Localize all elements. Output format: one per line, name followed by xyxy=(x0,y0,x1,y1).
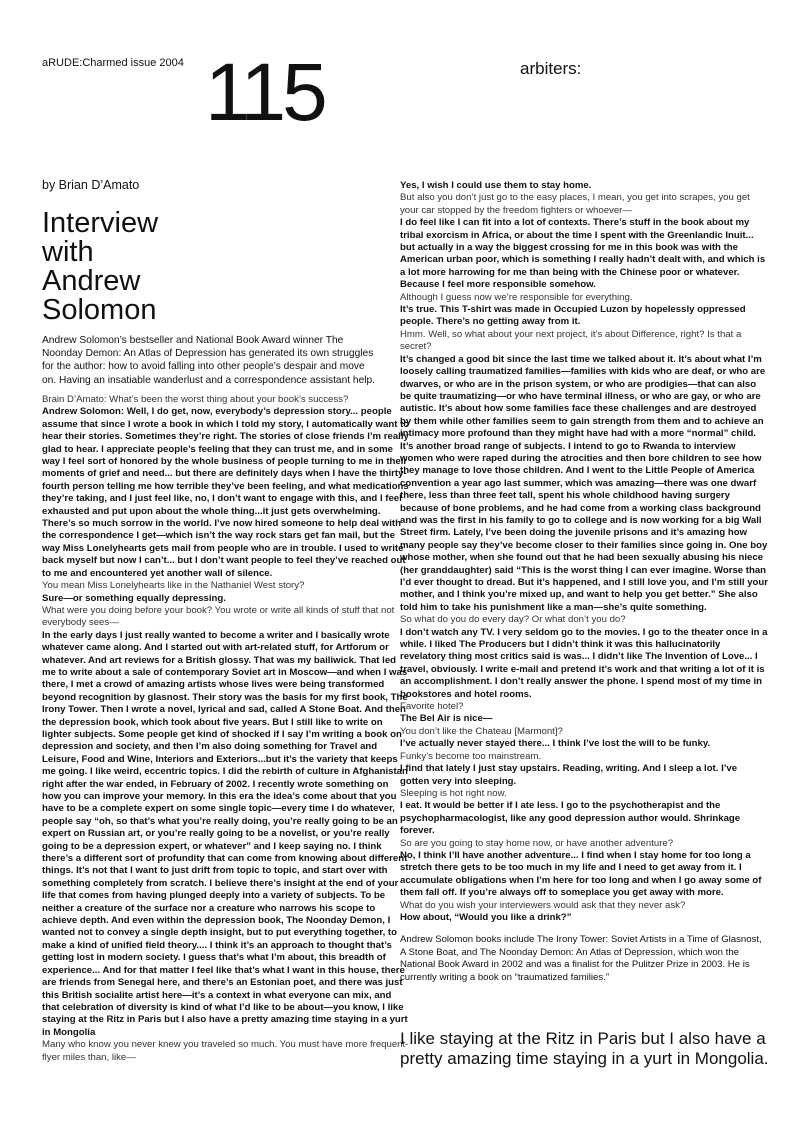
right-column-dialogue xyxy=(400,180,768,924)
question-paragraph: Although I guess now we’re responsible for everything. xyxy=(400,291,633,303)
question-paragraph: You mean Miss Lonelyhearts like in the Nathaniel West story? xyxy=(42,580,305,592)
left-column xyxy=(42,394,410,1064)
question-paragraph: What were you doing before your book? You wrote or write all kinds of stuff that not everybody sees— xyxy=(42,604,395,629)
answer-paragraph: I find that lately I just stay upstairs. Reading, writing. And I sleep a lot. I’ve gotten very into sleeping. xyxy=(400,763,738,787)
question-paragraph: What do you wish your interviewers would ask that they never ask? xyxy=(400,899,686,911)
answer-paragraph: How about, “Would you like a drink?” xyxy=(400,911,572,923)
title-line: Solomon xyxy=(42,294,157,326)
question-paragraph: So are you going to stay home now, or have another adventure? xyxy=(400,837,674,849)
answer-paragraph: It’s changed a good bit since the last time we talked about it. It’s about what I’m loosely calling traumatized families—families with kids who are deaf, or who are dwarves, or who are in the prison system, or who are prodigies—that can also be quite traumatizing—or who have terminal illness, or who are gay, or who are autistic. It’s about how some families face these challenges and are destroyed by them while other families seem to gain strength from them and to achieve an intimacy more profound than they might have had with a more “normal” child. It’s another broad range of subjects. I intend to go to Rwanda to interview women who were raped during the atrocities and then bore children to see how they manage to love those children. And I went to the Little People of America convention a year ago last summer, which was amazing—there was one dwarf there, less than three feet tall, spent his whole childhood having surgery because of bone problems, and he had come from a working class background and was the first in his family to go to college and is now working for a big Wall Street firm. Lately, I’ve been doing the juvenile prisons and it’s amazing how many people say they’ve become closer to their families since going in. One boy whose mother, when she found out that he had been sexually abusing his niece (her granddaughter) said “This is the worst thing I can ever imagine. Worse than I’d ever thought to dread. But it’s happened, and I still love you, and I’m still your mother, and I think you’re mixed up, and want to help you get better.” She also told him to take his punishment like a man—she’s quite something. xyxy=(400,353,768,613)
question-paragraph: Many who know you never knew you traveled so much. You must have more frequent-flyer miles than, like— xyxy=(42,1039,409,1063)
question-paragraph: Brain D’Amato: What’s been the worst thing about your book’s success? xyxy=(42,394,349,405)
article-title xyxy=(42,209,362,325)
title-line: with xyxy=(42,236,94,268)
answer-paragraph: I don’t watch any TV. I very seldom go to the movies. I go to the theater once in a while. I liked The Producers but I didn’t think it was this hallucinatorily revelatory thing most critics said is was... I didn’t like The Invention of Love... I travel, obviously. I write e-mail and pretend it’s work and that writing a lot of it is an accomplishment. I don’t really answer the phone. I spend most of my time in bookstores and hotel rooms. xyxy=(400,626,768,700)
title-line: Interview xyxy=(42,207,159,239)
question-paragraph: So what do you do every day? Or what don’t you do? xyxy=(400,614,626,626)
right-column xyxy=(400,180,768,984)
question-paragraph: Hmm. Well, so what about your next project, it’s about Difference, right? Is that a secret? xyxy=(400,328,742,353)
answer-paragraph: Andrew Solomon: Well, I do get, now, everybody’s depression story... people assume that since I wrote a book in which I told my story, I automatically want to hear their stories. Sometimes they’re right. The stories of close friends I’m really glad to hear. I appreciate people’s feeling that they can trust me, and in some way I feel sort of honored by the whole business of people turning to me in their moments of grief and need... but there are definitely days when I have the thirty-fourth person telling me how terrible they’ve been feeling, and what medications they’re taking, and I just feel like, no, I don’t want to engage with this, and I feel exhausted and put upon about the whole thing...it just gets overwhelming. There’s so much sorrow in the world. I’ve now hired someone to help deal with the correspondence I get—which isn’t the way rock stars get fan mail, but the way Miss Lonelyhearts gets mail from people who are in trouble. I used to write back myself but now I can’t... but I don’t want people to feel they’ve reached out to me and encountered yet another wall of silence. xyxy=(42,406,410,579)
issue-label: aRUDE:Charmed issue 2004 xyxy=(42,57,184,69)
answer-paragraph: It’s true. This T-shirt was made in Occupied Luzon by hopelessly oppressed people. There’s no getting away from it. xyxy=(400,304,746,328)
question-paragraph: Favorite hotel? xyxy=(400,701,464,713)
question-paragraph: But also you don’t just go to the easy places, I mean, you get into scrapes, you get your car stopped by the freedom fighters or whoever— xyxy=(400,192,750,216)
byline: by Brian D’Amato xyxy=(42,178,140,192)
answer-paragraph: Yes, I wish I could use them to stay home. xyxy=(400,180,592,191)
question-paragraph: Funky’s become too mainstream. xyxy=(400,750,542,762)
answer-paragraph: Sure—or something equally depressing. xyxy=(42,592,226,604)
section-label: arbiters: xyxy=(520,59,582,78)
question-paragraph: You don’t like the Chateau [Marmont]? xyxy=(400,725,563,737)
answer-paragraph: In the early days I just really wanted to become a writer and I basically wrote whatever came along. And I started out with art-related stuff, for Artforum or whatever. And art reviews for a British glossy. That was my bailiwick. That led me to write about a sale of contemporary Soviet art in Moscow—and when I was there, I met a crowd of amazing artists whose lives were being transformed beyond recognition by glasnost. Their story was the basis for my first book, The Irony Tower. Then I wrote a novel, lyrical and sad, called A Stone Boat. And then the depression book, which took about five years. But I still like to write on lighter subjects. Some people get kind of shocked if I say I’m writing a book on depression and society, and then I’m also doing something for Travel and Leisure, Food and Wine, Interiors and Exteriors...but it’s the variety that keeps me going. I like weird, eccentric topics. I did the rebirth of culture in Afghanistan right after the war ended, in February of 2002. I recently wrote something on how you can improve your memory. In this era the idea’s come about that you have to be a complete expert on some single topic—every time I do whatever, people say “oh, so that’s what you’re really doing, you’re really going to be an expert on Russian art, or you’re really going to be a novelist, or you’re really going to be a depression expert, or whatever” and I keep saying no. I think there’s a different sort of profundity that can come from knowing about different things. It’s not that I want to just drift from topic to topic, and start over with something completely from scratch. I believe there’s insight at the end of your life that comes from having plunged deeply into a variety of subjects. To be neither a creature of the surface nor a creature who narrows his scope to achieve depth. And even within the depression book, The Noonday Demon, I wanted not to convey a single depth insight, but to put everything together, to make a kind of unified field theory.... I think it’s an approach to thought that’s getting lost in modern society. I guess that’s what I’m about, this breadth of experience... And for that matter I feel like that’s what I want in this house, there are friends from Senegal here, and there’s an Estonian poet, and there was just this British socialite artist here—it’s a context in what everyone can mix, and that celebration of diversity is kind of what I’d like to be about—you know, I like staying at the Ritz in Paris but I also have a pretty amazing time staying in a yurt in Mongolia xyxy=(42,629,408,1038)
lead-paragraph: Andrew Solomon’s bestseller and National Book Award winner The Noonday Demon: An Atlas of Depression has generated its own struggles for the author: how to avoid falling into other people’s despair and move on. Having an insatiable wanderlust and a correspondence assistant help. xyxy=(42,335,376,386)
question-paragraph: Sleeping is hot right now. xyxy=(400,787,507,799)
page-number: 115 xyxy=(205,47,324,138)
answer-paragraph: I’ve actually never stayed there... I think I’ve lost the will to be funky. xyxy=(400,738,711,750)
answer-paragraph: I eat. It would be better if I ate less. I go to the psychotherapist and the psychopharmacologist, like any good depression author would. Shrinkage forever. xyxy=(400,800,741,837)
author-bio: Andrew Solomon books include The Irony Tower: Soviet Artists in a Time of Glasnost, A Stone Boat, and The Noonday Demon: An Atlas of Depression, which won the National Book Award in 2002 and was a finalist for the Pulitzer Prize in 2003. He is currently writing a book on “traumatized families.” xyxy=(400,934,762,983)
answer-paragraph: No, I think I’ll have another adventure... I find when I stay home for too long a stretch there gets to be too much in my life and I need to get away from it. I accumulate obligations when I’m here for too long and when I go away some of them fall off. If you’re always off to someplace you get away with more. xyxy=(400,849,762,899)
title-line: Andrew xyxy=(42,265,141,297)
answer-paragraph: The Bel Air is nice— xyxy=(400,713,493,725)
answer-paragraph: I do feel like I can fit into a lot of contexts. There’s stuff in the book about my tribal exorcism in Africa, or about the time I spent with the Greenlandic Inuit... but actually in a way the biggest crossing for me in this book was with the American urban poor, which is something I really hadn’t dealt with, and which is a lot more harrowing for me than being with the Chinese poor or whatever. Because I feel more responsible somehow. xyxy=(400,217,766,291)
pull-quote: I like staying at the Ritz in Paris but I also have a pretty amazing time staying in a yurt in Mongolia. xyxy=(400,1029,769,1068)
